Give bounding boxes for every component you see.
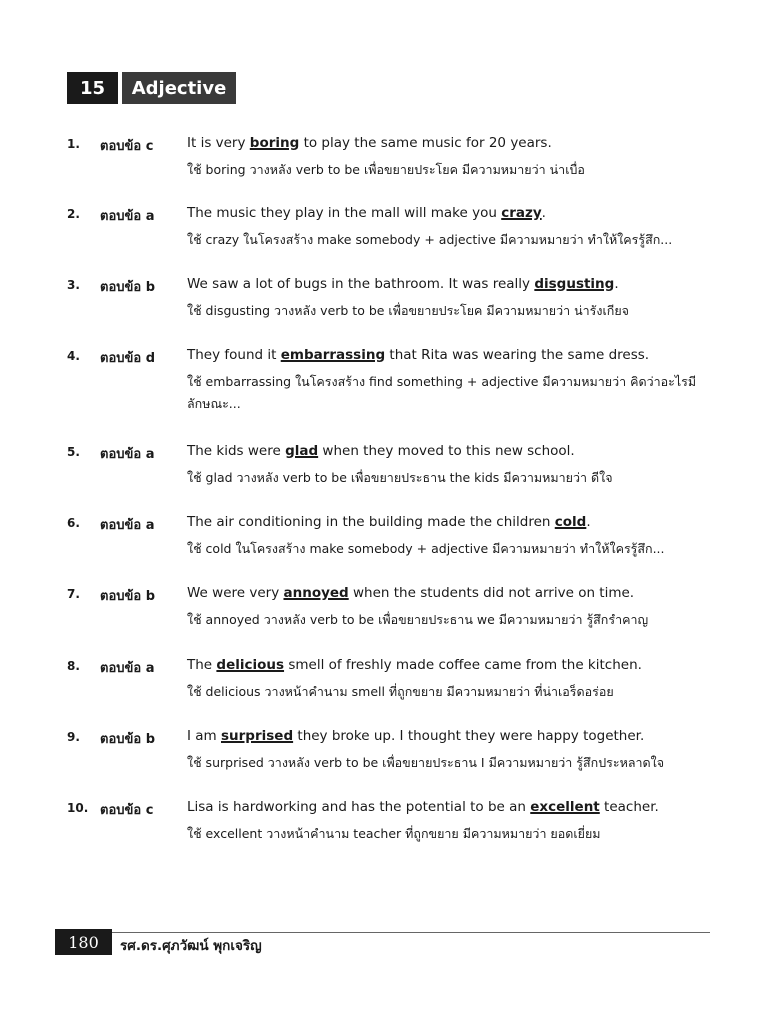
thai-explanation: ใช้ excellent วางหน้าคำนาม teacher ที่ถูกขยาย มีความหมายว่า ยอดเยี่ยม bbox=[187, 826, 601, 841]
item-number: 9. bbox=[67, 730, 80, 744]
thai-explanation: ใช้ boring วางหลัง verb to be เพื่อขยายประโยค มีความหมายว่า น่าเบื่อ bbox=[187, 162, 585, 177]
answer-label: ตอบข้อ b bbox=[100, 732, 156, 747]
author-name: รศ.ดร.ศุภวัฒน์ พุกเจริญ bbox=[120, 938, 262, 954]
sentence-post: . bbox=[586, 514, 591, 530]
sentence-pre: We were very bbox=[187, 585, 284, 601]
english-sentence bbox=[187, 585, 634, 601]
answer-label: ตอบข้อ c bbox=[100, 803, 154, 818]
footer-divider bbox=[112, 932, 710, 933]
answer-label: ตอบข้อ b bbox=[100, 280, 156, 295]
thai-explanation: ใช้ annoyed วางหลัง verb to be เพื่อขยายประธาน we มีความหมายว่า รู้สึกรำคาญ bbox=[187, 612, 649, 627]
answer-keyword: cold bbox=[554, 514, 587, 530]
answer-keyword: annoyed bbox=[283, 585, 349, 601]
answer-label: ตอบข้อ c bbox=[100, 139, 154, 154]
sentence-pre: I am bbox=[187, 728, 221, 744]
answer-keyword: surprised bbox=[221, 728, 294, 744]
page-number: 180 bbox=[55, 929, 112, 955]
item-number: 6. bbox=[67, 516, 80, 530]
sentence-pre: They found it bbox=[187, 347, 281, 363]
sentence-post: . bbox=[614, 276, 619, 292]
sentence-pre: We saw a lot of bugs in the bathroom. It was really bbox=[187, 276, 535, 292]
chapter-title: Adjective bbox=[122, 72, 236, 104]
sentence-pre: The bbox=[187, 657, 217, 673]
answer-label: ตอบข้อ a bbox=[100, 447, 155, 462]
english-sentence bbox=[187, 657, 642, 673]
sentence-post: smell of freshly made coffee came from the kitchen. bbox=[284, 657, 642, 673]
sentence-post: teacher. bbox=[599, 799, 659, 815]
thai-explanation: ใช้ crazy ในโครงสร้าง make somebody + adjective มีความหมายว่า ทำให้ใครรู้สึก... bbox=[187, 232, 673, 247]
sentence-post: . bbox=[541, 205, 546, 221]
answer-keyword: excellent bbox=[530, 799, 600, 815]
english-sentence bbox=[187, 443, 575, 459]
answer-keyword: glad bbox=[285, 443, 319, 459]
item-number: 2. bbox=[67, 207, 80, 221]
item-number: 3. bbox=[67, 278, 80, 292]
thai-explanation: ใช้ surprised วางหลัง verb to be เพื่อขยายประธาน I มีความหมายว่า รู้สึกประหลาดใจ bbox=[187, 755, 665, 770]
sentence-pre: The kids were bbox=[187, 443, 286, 459]
answer-label: ตอบข้อ a bbox=[100, 209, 155, 224]
thai-explanation: ใช้ embarrassing ในโครงสร้าง find something + adjective มีความหมายว่า คิดว่าอะไรมีลักษณะ... bbox=[187, 374, 697, 411]
sentence-post: they broke up. I thought they were happy together. bbox=[293, 728, 645, 744]
item-number: 8. bbox=[67, 659, 80, 673]
english-sentence bbox=[187, 276, 619, 292]
answer-keyword: embarrassing bbox=[280, 347, 386, 363]
answer-keyword: boring bbox=[249, 135, 300, 151]
chapter-header bbox=[67, 72, 236, 104]
answer-label: ตอบข้อ b bbox=[100, 589, 156, 604]
sentence-pre: The music they play in the mall will make you bbox=[187, 205, 502, 221]
item-number: 1. bbox=[67, 137, 80, 151]
item-number: 4. bbox=[67, 349, 80, 363]
thai-explanation: ใช้ glad วางหลัง verb to be เพื่อขยายประธาน the kids มีความหมายว่า ดีใจ bbox=[187, 470, 613, 485]
english-sentence bbox=[187, 205, 546, 221]
sentence-post: when they moved to this new school. bbox=[318, 443, 575, 459]
item-number: 5. bbox=[67, 445, 80, 459]
thai-explanation: ใช้ cold ในโครงสร้าง make somebody + adjective มีความหมายว่า ทำให้ใครรู้สึก... bbox=[187, 541, 665, 556]
chapter-number: 15 bbox=[67, 72, 118, 104]
english-sentence bbox=[187, 728, 644, 744]
answer-label: ตอบข้อ d bbox=[100, 351, 156, 366]
english-sentence bbox=[187, 347, 649, 363]
sentence-post: to play the same music for 20 years. bbox=[299, 135, 552, 151]
english-sentence bbox=[187, 514, 591, 530]
sentence-pre: It is very bbox=[187, 135, 250, 151]
sentence-pre: Lisa is hardworking and has the potential to be an bbox=[187, 799, 531, 815]
item-number: 10. bbox=[67, 801, 89, 815]
answer-keyword: crazy bbox=[501, 205, 542, 221]
english-sentence bbox=[187, 135, 552, 151]
answer-keyword: disgusting bbox=[534, 276, 615, 292]
answer-label: ตอบข้อ a bbox=[100, 518, 155, 533]
sentence-post: that Rita was wearing the same dress. bbox=[385, 347, 650, 363]
thai-explanation: ใช้ delicious วางหน้าคำนาม smell ที่ถูกขยาย มีความหมายว่า ที่น่าเอร็ดอร่อย bbox=[187, 684, 614, 699]
item-number: 7. bbox=[67, 587, 80, 601]
thai-explanation: ใช้ disgusting วางหลัง verb to be เพื่อขยายประโยค มีความหมายว่า น่ารังเกียจ bbox=[187, 303, 629, 318]
english-sentence bbox=[187, 799, 659, 815]
sentence-pre: The air conditioning in the building made the children bbox=[187, 514, 555, 530]
sentence-post: when the students did not arrive on time. bbox=[348, 585, 635, 601]
answer-label: ตอบข้อ a bbox=[100, 661, 155, 676]
answer-keyword: delicious bbox=[216, 657, 285, 673]
